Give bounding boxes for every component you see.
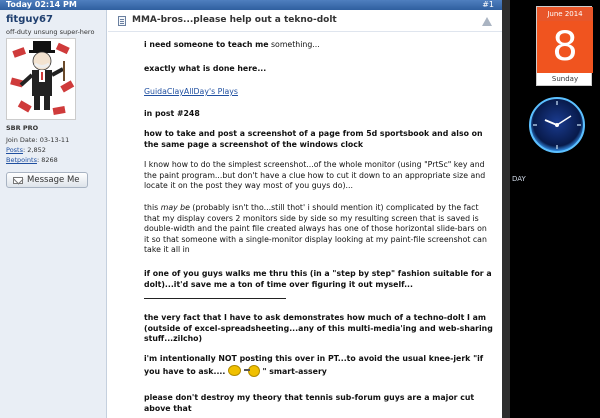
post-date: Today 02:14 PM xyxy=(6,0,77,9)
mail-icon xyxy=(13,177,23,184)
message-me-button[interactable] xyxy=(6,172,88,188)
user-rank: SBR PRO xyxy=(6,124,39,132)
post-header xyxy=(108,10,502,32)
clock-icon xyxy=(528,96,586,154)
calendar-day: 8 xyxy=(537,21,593,73)
post-para-4: if one of you guys walks me thru this (in a "step by step" fashion suitable for a dolt)...it'd save me a ton of time over figuring it out myself... xyxy=(144,269,492,289)
separator-line xyxy=(144,298,286,299)
document-icon xyxy=(118,16,126,26)
clock-gadget[interactable] xyxy=(528,96,586,154)
post-para-1: how to take and post a screenshot of a page from 5d sportsbook and also on the same page a screenshot of the windows clock xyxy=(144,129,483,149)
post-para-6: i'm intentionally NOT posting this over in PT...to avoid the usual knee-jerk "if you have to ask.... " smart-assery xyxy=(144,354,484,376)
avatar-image xyxy=(7,39,76,120)
posts-link[interactable]: Posts xyxy=(6,146,23,154)
desktop-gadgets xyxy=(502,0,600,418)
username-link[interactable]: fitguy67 xyxy=(6,14,53,25)
calendar-gadget[interactable] xyxy=(536,6,592,86)
message-me-label: Message Me xyxy=(27,175,80,185)
join-date-label: Join Date: xyxy=(6,136,38,144)
post-title: MMA-bros...please help out a tekno-dolt xyxy=(132,15,337,25)
user-panel xyxy=(0,10,107,418)
betpoints-value: 8268 xyxy=(41,156,58,164)
post-para-2: I know how to do the simplest screenshot...of the whole monitor (using "PrtSc" key and the paint program...but don't have a clue how to cut it down to an appropriate size and locate it on the post they way most of you guys do)... xyxy=(144,160,486,191)
join-date-value: 03-13-11 xyxy=(39,136,70,144)
join-date-row xyxy=(6,136,69,144)
report-post-icon[interactable] xyxy=(482,17,492,26)
posts-value: 2,852 xyxy=(27,146,46,154)
post-para-3: this may be (probably isn't tho...still thot' i should mention it) complicated by the fact that my display covers 2 monitors side by side so my resulting screen that is saved is double-width and the paint file created always has one of those horizontal slide-bars on it so that someone with a single-monitor display looking at my paint-file screenshot can take it all in xyxy=(144,203,487,255)
betpoints-link[interactable]: Betpoints xyxy=(6,156,37,164)
user-title: off-duty unsung super-hero xyxy=(6,28,95,36)
smiley-icon xyxy=(228,365,241,376)
posts-row: Posts: 2,852 xyxy=(6,146,46,154)
avatar[interactable] xyxy=(6,38,76,120)
scrollbar-thumb[interactable] xyxy=(502,0,510,418)
post-line-3: in post #248 xyxy=(144,109,200,118)
calendar-month: June 2014 xyxy=(537,7,593,21)
post-topbar xyxy=(0,0,502,10)
post-link-row xyxy=(144,87,494,98)
post-para-5: the very fact that I have to ask demonstrates how much of a techno-dolt I am (outside of excel-spreadsheeting...any of this multi-media'ing and web-sharing stuff...zilcho) xyxy=(144,313,493,344)
post-line-2: exactly what is done here... xyxy=(144,64,267,73)
plays-link[interactable]: GuidaClayAllDay's Plays xyxy=(144,87,238,96)
smiley-pointing-icon xyxy=(244,365,260,376)
partial-day-label: DAY xyxy=(512,175,526,183)
window-scrollbar[interactable] xyxy=(502,0,510,418)
post-para-7: please don't destroy my theory that tennis sub-forum guys are a major cut above that xyxy=(144,393,475,413)
post-line-1: i need someone to teach me something... xyxy=(144,40,320,49)
betpoints-row: Betpoints: 8268 xyxy=(6,156,58,164)
calendar-weekday: Sunday xyxy=(551,75,579,83)
post-number-link[interactable]: #1 xyxy=(482,0,494,9)
